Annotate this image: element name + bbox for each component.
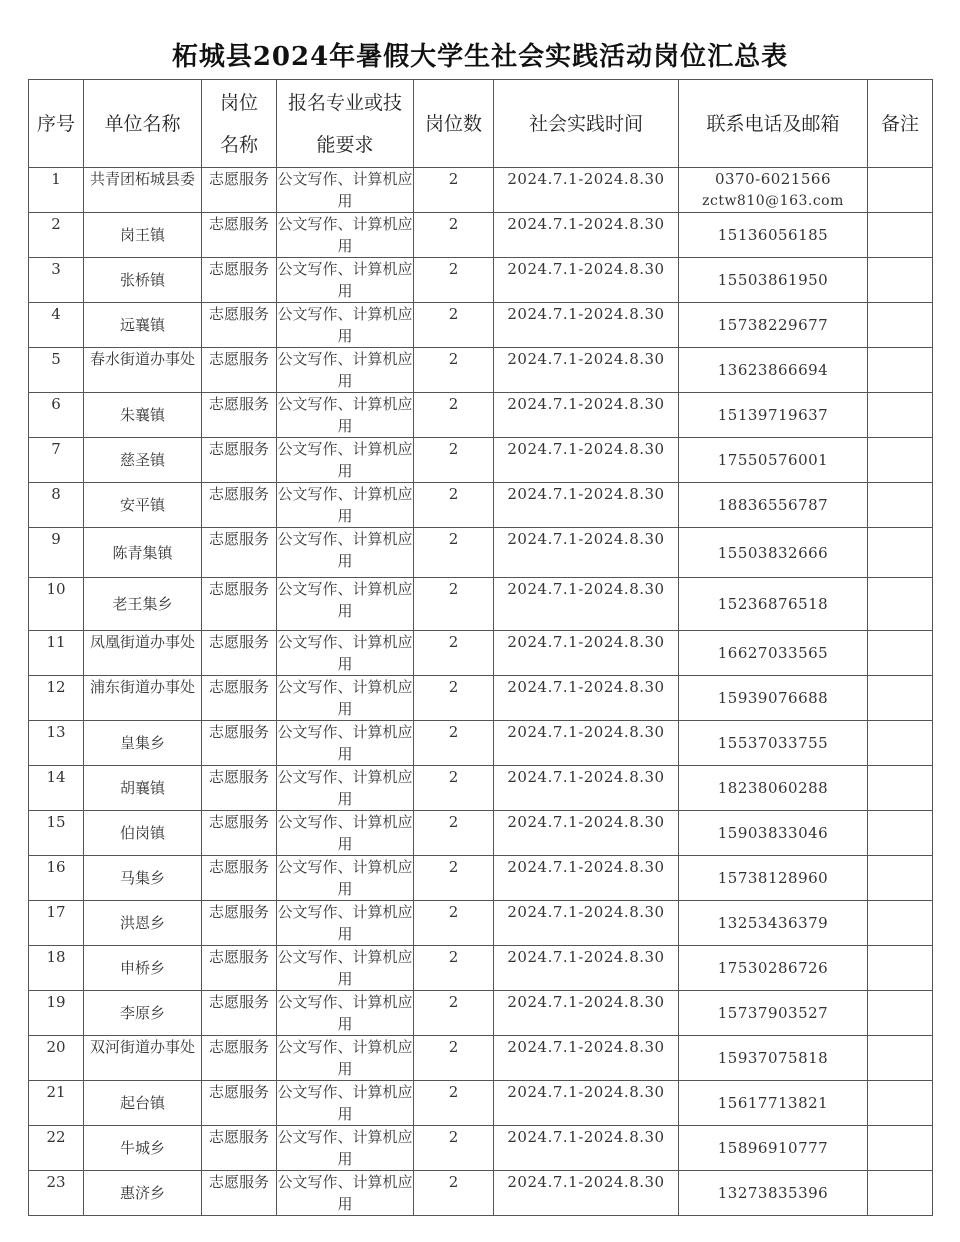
row-remark <box>868 721 933 766</box>
row-index: 17 <box>29 901 84 946</box>
row-post-name: 志愿服务 <box>202 1171 277 1216</box>
row-phone: 17530286726 <box>717 959 829 977</box>
row-requirement: 公文写作、计算机应用 <box>277 811 414 856</box>
row-contact <box>679 258 868 303</box>
table-row <box>29 438 933 483</box>
row-position-count: 2 <box>414 721 494 766</box>
row-remark <box>868 528 933 578</box>
row-post-name: 志愿服务 <box>202 578 277 631</box>
row-post-name: 志愿服务 <box>202 1126 277 1171</box>
row-index: 13 <box>29 721 84 766</box>
row-practice-time: 2024.7.1-2024.8.30 <box>494 811 679 856</box>
row-practice-time: 2024.7.1-2024.8.30 <box>494 258 679 303</box>
row-contact <box>679 303 868 348</box>
row-post-name: 志愿服务 <box>202 811 277 856</box>
row-phone: 16627033565 <box>717 644 829 662</box>
positions-table <box>28 79 933 1216</box>
table-row <box>29 1171 933 1216</box>
row-unit-name: 双河街道办事处 <box>84 1036 202 1081</box>
row-contact <box>679 676 868 721</box>
row-position-count: 2 <box>414 213 494 258</box>
row-post-name: 志愿服务 <box>202 168 277 213</box>
row-index: 6 <box>29 393 84 438</box>
row-post-name: 志愿服务 <box>202 258 277 303</box>
row-position-count: 2 <box>414 631 494 676</box>
row-position-count: 2 <box>414 676 494 721</box>
row-position-count: 2 <box>414 303 494 348</box>
header-row <box>29 80 933 168</box>
row-post-name: 志愿服务 <box>202 1081 277 1126</box>
row-practice-time: 2024.7.1-2024.8.30 <box>494 393 679 438</box>
row-contact <box>679 1171 868 1216</box>
row-contact <box>679 168 868 213</box>
row-phone: 15896910777 <box>717 1139 829 1157</box>
row-position-count: 2 <box>414 901 494 946</box>
row-practice-time: 2024.7.1-2024.8.30 <box>494 528 679 578</box>
row-remark <box>868 303 933 348</box>
row-position-count: 2 <box>414 991 494 1036</box>
table-row <box>29 303 933 348</box>
row-contact <box>679 946 868 991</box>
header-index: 序号 <box>29 80 84 168</box>
row-contact <box>679 1081 868 1126</box>
row-phone: 15136056185 <box>717 226 829 244</box>
row-contact <box>679 901 868 946</box>
row-requirement: 公文写作、计算机应用 <box>277 901 414 946</box>
table-row <box>29 1081 933 1126</box>
row-remark <box>868 856 933 901</box>
row-index: 21 <box>29 1081 84 1126</box>
row-requirement: 公文写作、计算机应用 <box>277 258 414 303</box>
row-remark <box>868 213 933 258</box>
row-practice-time: 2024.7.1-2024.8.30 <box>494 1126 679 1171</box>
row-requirement: 公文写作、计算机应用 <box>277 1081 414 1126</box>
row-practice-time: 2024.7.1-2024.8.30 <box>494 1171 679 1216</box>
row-position-count: 2 <box>414 438 494 483</box>
row-remark <box>868 946 933 991</box>
row-contact <box>679 991 868 1036</box>
table-row <box>29 348 933 393</box>
row-requirement: 公文写作、计算机应用 <box>277 528 414 578</box>
table-row <box>29 528 933 578</box>
row-contact <box>679 528 868 578</box>
row-index: 9 <box>29 528 84 578</box>
row-index: 4 <box>29 303 84 348</box>
header-post-line1: 岗位 <box>219 91 258 114</box>
row-position-count: 2 <box>414 483 494 528</box>
row-contact <box>679 856 868 901</box>
table-row <box>29 168 933 213</box>
row-index: 2 <box>29 213 84 258</box>
row-phone: 15139719637 <box>717 406 829 424</box>
header-requirement <box>277 80 414 168</box>
row-requirement: 公文写作、计算机应用 <box>277 766 414 811</box>
header-time: 社会实践时间 <box>494 80 679 168</box>
table-row <box>29 946 933 991</box>
row-practice-time: 2024.7.1-2024.8.30 <box>494 856 679 901</box>
row-contact <box>679 721 868 766</box>
header-remark: 备注 <box>868 80 933 168</box>
row-post-name: 志愿服务 <box>202 213 277 258</box>
row-post-name: 志愿服务 <box>202 393 277 438</box>
header-req-line1: 报名专业或技 <box>287 91 402 114</box>
row-requirement: 公文写作、计算机应用 <box>277 483 414 528</box>
row-remark <box>868 1036 933 1081</box>
row-post-name: 志愿服务 <box>202 438 277 483</box>
row-remark <box>868 578 933 631</box>
table-body <box>29 168 933 1216</box>
row-remark <box>868 991 933 1036</box>
table-row <box>29 213 933 258</box>
row-post-name: 志愿服务 <box>202 721 277 766</box>
row-remark <box>868 676 933 721</box>
row-post-name: 志愿服务 <box>202 676 277 721</box>
row-contact <box>679 578 868 631</box>
row-index: 5 <box>29 348 84 393</box>
header-contact: 联系电话及邮箱 <box>679 80 868 168</box>
row-remark <box>868 1126 933 1171</box>
row-phone: 13273835396 <box>717 1184 829 1202</box>
row-unit-name: 胡襄镇 <box>84 766 202 811</box>
row-unit-name: 牛城乡 <box>84 1126 202 1171</box>
table-row <box>29 856 933 901</box>
row-phone: 0370-6021566 <box>714 170 832 188</box>
row-unit-name: 洪恩乡 <box>84 901 202 946</box>
header-unit: 单位名称 <box>84 80 202 168</box>
row-unit-name: 老王集乡 <box>84 578 202 631</box>
row-requirement: 公文写作、计算机应用 <box>277 393 414 438</box>
row-unit-name: 李原乡 <box>84 991 202 1036</box>
row-remark <box>868 348 933 393</box>
row-unit-name: 张桥镇 <box>84 258 202 303</box>
row-unit-name: 申桥乡 <box>84 946 202 991</box>
row-requirement: 公文写作、计算机应用 <box>277 1171 414 1216</box>
row-index: 8 <box>29 483 84 528</box>
row-index: 23 <box>29 1171 84 1216</box>
row-unit-name: 安平镇 <box>84 483 202 528</box>
row-unit-name: 惠济乡 <box>84 1171 202 1216</box>
row-phone: 15503832666 <box>717 543 829 562</box>
row-requirement: 公文写作、计算机应用 <box>277 1126 414 1171</box>
row-unit-name: 远襄镇 <box>84 303 202 348</box>
row-post-name: 志愿服务 <box>202 946 277 991</box>
row-remark <box>868 1171 933 1216</box>
header-post <box>202 80 277 168</box>
table-row <box>29 676 933 721</box>
row-requirement: 公文写作、计算机应用 <box>277 1036 414 1081</box>
row-position-count: 2 <box>414 348 494 393</box>
table-row <box>29 901 933 946</box>
row-phone: 15939076688 <box>717 689 829 707</box>
row-phone: 15617713821 <box>717 1094 829 1112</box>
row-post-name: 志愿服务 <box>202 856 277 901</box>
table-row <box>29 991 933 1036</box>
row-requirement: 公文写作、计算机应用 <box>277 856 414 901</box>
row-position-count: 2 <box>414 1081 494 1126</box>
row-practice-time: 2024.7.1-2024.8.30 <box>494 578 679 631</box>
row-contact <box>679 766 868 811</box>
row-practice-time: 2024.7.1-2024.8.30 <box>494 901 679 946</box>
row-post-name: 志愿服务 <box>202 1036 277 1081</box>
table-row <box>29 766 933 811</box>
row-requirement: 公文写作、计算机应用 <box>277 578 414 631</box>
table-row <box>29 631 933 676</box>
row-practice-time: 2024.7.1-2024.8.30 <box>494 1081 679 1126</box>
row-index: 20 <box>29 1036 84 1081</box>
row-remark <box>868 168 933 213</box>
row-contact <box>679 393 868 438</box>
table-row <box>29 483 933 528</box>
row-practice-time: 2024.7.1-2024.8.30 <box>494 303 679 348</box>
row-unit-name: 朱襄镇 <box>84 393 202 438</box>
row-remark <box>868 258 933 303</box>
row-index: 16 <box>29 856 84 901</box>
row-index: 1 <box>29 168 84 213</box>
row-position-count: 2 <box>414 393 494 438</box>
row-requirement: 公文写作、计算机应用 <box>277 631 414 676</box>
row-remark <box>868 901 933 946</box>
header-post-line2: 名称 <box>219 133 258 156</box>
row-phone: 15903833046 <box>717 824 829 842</box>
table-row <box>29 1126 933 1171</box>
row-position-count: 2 <box>414 856 494 901</box>
row-unit-name: 凤凰街道办事处 <box>84 631 202 676</box>
row-index: 3 <box>29 258 84 303</box>
row-phone: 13623866694 <box>717 361 829 379</box>
row-phone: 15236876518 <box>717 595 829 613</box>
table-row <box>29 721 933 766</box>
row-email: zctw810@163.com <box>702 193 844 209</box>
row-requirement: 公文写作、计算机应用 <box>277 348 414 393</box>
row-phone: 18836556787 <box>717 496 829 514</box>
header-count: 岗位数 <box>414 80 494 168</box>
row-remark <box>868 811 933 856</box>
row-practice-time: 2024.7.1-2024.8.30 <box>494 991 679 1036</box>
row-requirement: 公文写作、计算机应用 <box>277 168 414 213</box>
row-contact <box>679 213 868 258</box>
row-practice-time: 2024.7.1-2024.8.30 <box>494 168 679 213</box>
table-row <box>29 578 933 631</box>
row-practice-time: 2024.7.1-2024.8.30 <box>494 1036 679 1081</box>
row-unit-name: 春水街道办事处 <box>84 348 202 393</box>
row-unit-name: 岗王镇 <box>84 213 202 258</box>
row-index: 18 <box>29 946 84 991</box>
row-requirement: 公文写作、计算机应用 <box>277 213 414 258</box>
row-practice-time: 2024.7.1-2024.8.30 <box>494 721 679 766</box>
row-requirement: 公文写作、计算机应用 <box>277 721 414 766</box>
row-post-name: 志愿服务 <box>202 483 277 528</box>
row-post-name: 志愿服务 <box>202 303 277 348</box>
row-practice-time: 2024.7.1-2024.8.30 <box>494 348 679 393</box>
table-row <box>29 393 933 438</box>
row-unit-name: 马集乡 <box>84 856 202 901</box>
page-title: 柘城县2024年暑假大学生社会实践活动岗位汇总表 <box>171 42 789 72</box>
row-requirement: 公文写作、计算机应用 <box>277 438 414 483</box>
row-contact <box>679 631 868 676</box>
row-position-count: 2 <box>414 946 494 991</box>
row-position-count: 2 <box>414 258 494 303</box>
row-index: 19 <box>29 991 84 1036</box>
row-index: 15 <box>29 811 84 856</box>
row-position-count: 2 <box>414 811 494 856</box>
row-post-name: 志愿服务 <box>202 901 277 946</box>
row-contact <box>679 811 868 856</box>
row-position-count: 2 <box>414 168 494 213</box>
row-phone: 17550576001 <box>717 451 829 469</box>
row-post-name: 志愿服务 <box>202 991 277 1036</box>
row-phone: 15937075818 <box>717 1049 829 1067</box>
row-practice-time: 2024.7.1-2024.8.30 <box>494 631 679 676</box>
row-remark <box>868 483 933 528</box>
row-unit-name: 陈青集镇 <box>84 528 202 578</box>
row-phone: 15737903527 <box>717 1004 829 1022</box>
row-requirement: 公文写作、计算机应用 <box>277 991 414 1036</box>
row-requirement: 公文写作、计算机应用 <box>277 303 414 348</box>
row-phone: 13253436379 <box>717 914 829 932</box>
row-practice-time: 2024.7.1-2024.8.30 <box>494 766 679 811</box>
row-contact <box>679 438 868 483</box>
row-position-count: 2 <box>414 1171 494 1216</box>
row-position-count: 2 <box>414 578 494 631</box>
row-position-count: 2 <box>414 766 494 811</box>
table-row <box>29 811 933 856</box>
row-phone: 15738128960 <box>717 869 829 887</box>
row-requirement: 公文写作、计算机应用 <box>277 676 414 721</box>
table-row <box>29 1036 933 1081</box>
row-index: 11 <box>29 631 84 676</box>
row-unit-name: 起台镇 <box>84 1081 202 1126</box>
row-unit-name: 慈圣镇 <box>84 438 202 483</box>
row-requirement: 公文写作、计算机应用 <box>277 946 414 991</box>
row-practice-time: 2024.7.1-2024.8.30 <box>494 676 679 721</box>
row-index: 12 <box>29 676 84 721</box>
row-practice-time: 2024.7.1-2024.8.30 <box>494 946 679 991</box>
row-remark <box>868 631 933 676</box>
row-position-count: 2 <box>414 1036 494 1081</box>
row-unit-name: 共青团柘城县委 <box>84 168 202 213</box>
table-row <box>29 258 933 303</box>
row-remark <box>868 393 933 438</box>
row-unit-name: 浦东街道办事处 <box>84 676 202 721</box>
row-unit-name: 伯岗镇 <box>84 811 202 856</box>
row-contact <box>679 1036 868 1081</box>
row-post-name: 志愿服务 <box>202 348 277 393</box>
row-practice-time: 2024.7.1-2024.8.30 <box>494 438 679 483</box>
header-req-line2: 能要求 <box>316 133 374 156</box>
row-contact <box>679 348 868 393</box>
row-practice-time: 2024.7.1-2024.8.30 <box>494 213 679 258</box>
row-remark <box>868 1081 933 1126</box>
row-post-name: 志愿服务 <box>202 528 277 578</box>
row-post-name: 志愿服务 <box>202 766 277 811</box>
row-practice-time: 2024.7.1-2024.8.30 <box>494 483 679 528</box>
row-index: 22 <box>29 1126 84 1171</box>
row-remark <box>868 438 933 483</box>
row-position-count: 2 <box>414 1126 494 1171</box>
row-phone: 15537033755 <box>717 734 829 752</box>
row-post-name: 志愿服务 <box>202 631 277 676</box>
row-phone: 18238060288 <box>717 779 829 797</box>
row-phone: 15738229677 <box>717 316 829 334</box>
row-contact <box>679 483 868 528</box>
row-remark <box>868 766 933 811</box>
row-phone: 15503861950 <box>717 271 829 289</box>
row-unit-name: 皇集乡 <box>84 721 202 766</box>
row-contact <box>679 1126 868 1171</box>
row-index: 10 <box>29 578 84 631</box>
row-index: 7 <box>29 438 84 483</box>
row-position-count: 2 <box>414 528 494 578</box>
row-index: 14 <box>29 766 84 811</box>
